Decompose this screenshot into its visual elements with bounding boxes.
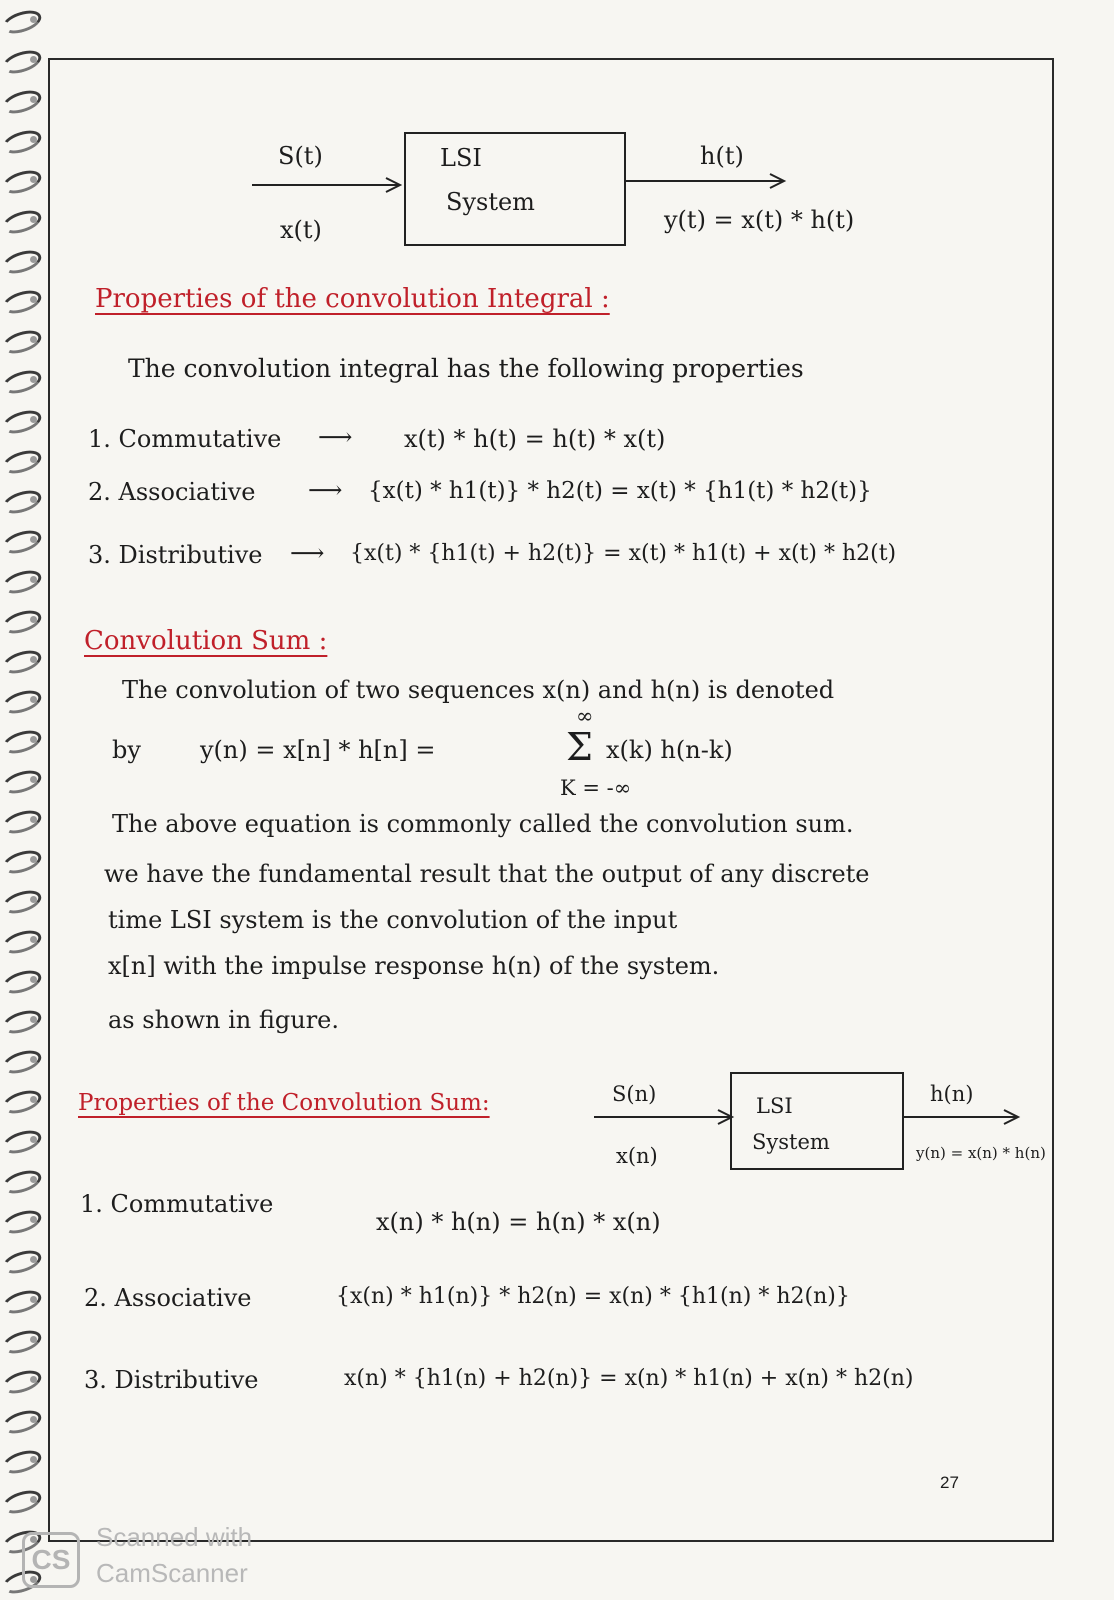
binding-hole	[30, 776, 37, 783]
binding-ring	[0, 446, 44, 477]
paragraph-line: we have the fundamental result that the output of any discrete	[104, 860, 870, 888]
watermark-line1: Scanned with	[96, 1522, 253, 1552]
convolution-sum-equation-lhs: y(n) = x[n] * h[n] =	[200, 736, 436, 764]
binding-ring	[0, 1366, 44, 1397]
binding-ring	[0, 566, 44, 597]
convolution-sum-intro: The convolution of two sequences x(n) and h(n) is denoted	[122, 676, 835, 704]
output-equation-label: y(t) = x(t) * h(t)	[664, 206, 855, 234]
binding-hole	[30, 1496, 37, 1503]
impulse-input-label: S(n)	[612, 1082, 657, 1106]
signal-input-label: x(t)	[280, 216, 322, 244]
property-label-distributive: 3. Distributive	[84, 1366, 259, 1394]
output-equation-label: y(n) = x(n) * h(n)	[916, 1144, 1046, 1162]
binding-hole	[30, 816, 37, 823]
binding-hole	[30, 976, 37, 983]
binding-ring	[0, 806, 44, 837]
summation-lower-limit: K = -∞	[560, 776, 632, 800]
binding-ring	[0, 766, 44, 797]
binding-hole	[30, 616, 37, 623]
binding-hole	[30, 1376, 37, 1383]
binding-hole	[30, 656, 37, 663]
paragraph-line: time LSI system is the convolution of the input	[108, 906, 678, 934]
convolution-sum-equation-rhs: x(k) h(n-k)	[606, 736, 733, 764]
binding-hole	[30, 1256, 37, 1263]
binding-hole	[30, 496, 37, 503]
binding-ring	[0, 366, 44, 397]
binding-ring	[0, 686, 44, 717]
binding-ring	[0, 1206, 44, 1237]
arrow-icon: ⟶	[308, 476, 343, 504]
property-label-commutative: 1. Commutative	[88, 425, 282, 453]
page-number: 27	[940, 1473, 959, 1492]
binding-ring	[0, 326, 44, 357]
formula-associative: {x(t) * h1(t)} * h2(t) = x(t) * {h1(t) * h2(t)}	[368, 478, 872, 504]
binding-hole	[30, 1216, 37, 1223]
system-box-label-line1: LSI	[756, 1094, 793, 1118]
paragraph-line: as shown in figure.	[108, 1006, 339, 1034]
system-box-label-line2: System	[446, 188, 535, 216]
binding-ring	[0, 966, 44, 997]
section-heading-convolution-sum: Convolution Sum :	[84, 626, 328, 656]
binding-hole	[30, 936, 37, 943]
signal-input-label: x(n)	[616, 1144, 658, 1168]
summation-sigma-symbol: Σ	[566, 725, 593, 769]
summation-upper-limit: ∞	[576, 704, 594, 728]
section-heading-convolution-integral: Properties of the convolution Integral :	[95, 284, 610, 314]
arrow-icon: ⟶	[318, 423, 353, 451]
binding-hole	[30, 896, 37, 903]
binding-ring	[0, 406, 44, 437]
section-heading-convolution-sum-properties: Properties of the Convolution Sum:	[78, 1090, 490, 1116]
binding-ring	[0, 886, 44, 917]
impulse-response-label: h(n)	[930, 1082, 974, 1106]
binding-ring	[0, 926, 44, 957]
formula-distributive: x(n) * {h1(n) + h2(n)} = x(n) * h1(n) + x(n) * h2(n)	[344, 1366, 914, 1391]
property-label-associative: 2. Associative	[84, 1284, 252, 1312]
binding-hole	[30, 856, 37, 863]
binding-ring	[0, 646, 44, 677]
system-box-label-line2: System	[752, 1130, 830, 1154]
binding-ring	[0, 726, 44, 757]
binding-ring	[0, 606, 44, 637]
formula-commutative: x(n) * h(n) = h(n) * x(n)	[376, 1208, 661, 1236]
property-label-commutative: 1. Commutative	[80, 1190, 274, 1218]
binding-hole	[30, 536, 37, 543]
binding-hole	[30, 576, 37, 583]
binding-hole	[30, 456, 37, 463]
formula-distributive: {x(t) * {h1(t) + h2(t)} = x(t) * h1(t) + x(t) * h2(t)	[350, 541, 897, 566]
binding-ring	[0, 526, 44, 557]
binding-ring	[0, 1286, 44, 1317]
paragraph-line: The above equation is commonly called the convolution sum.	[112, 810, 854, 838]
binding-ring	[0, 1486, 44, 1517]
arrow-icon: ⟶	[290, 539, 325, 567]
property-label-distributive: 3. Distributive	[88, 541, 263, 569]
watermark-line2: CamScanner	[96, 1558, 248, 1588]
formula-commutative: x(t) * h(t) = h(t) * x(t)	[404, 425, 666, 453]
convolution-integral-intro: The convolution integral has the following properties	[128, 354, 804, 383]
paragraph-line: x[n] with the impulse response h(n) of the system.	[108, 952, 720, 980]
system-box-label-line1: LSI	[440, 144, 482, 172]
binding-hole	[30, 1296, 37, 1303]
binding-hole	[30, 736, 37, 743]
binding-hole	[30, 696, 37, 703]
impulse-input-label: S(t)	[278, 142, 323, 170]
binding-hole	[30, 416, 37, 423]
binding-ring	[0, 1246, 44, 1277]
binding-hole	[30, 1416, 37, 1423]
binding-ring	[0, 1326, 44, 1357]
binding-ring	[0, 1406, 44, 1437]
equation-by-label: by	[112, 736, 141, 764]
binding-hole	[30, 1336, 37, 1343]
binding-ring	[0, 1446, 44, 1477]
binding-hole	[30, 1456, 37, 1463]
impulse-response-label: h(t)	[700, 142, 744, 170]
property-label-associative: 2. Associative	[88, 478, 256, 506]
binding-hole	[30, 336, 37, 343]
binding-ring	[0, 486, 44, 517]
camscanner-logo: CS	[22, 1532, 80, 1588]
binding-ring	[0, 846, 44, 877]
binding-hole	[30, 376, 37, 383]
formula-associative: {x(n) * h1(n)} * h2(n) = x(n) * {h1(n) * h2(n)}	[336, 1284, 850, 1309]
lsi-system-box	[730, 1072, 904, 1170]
